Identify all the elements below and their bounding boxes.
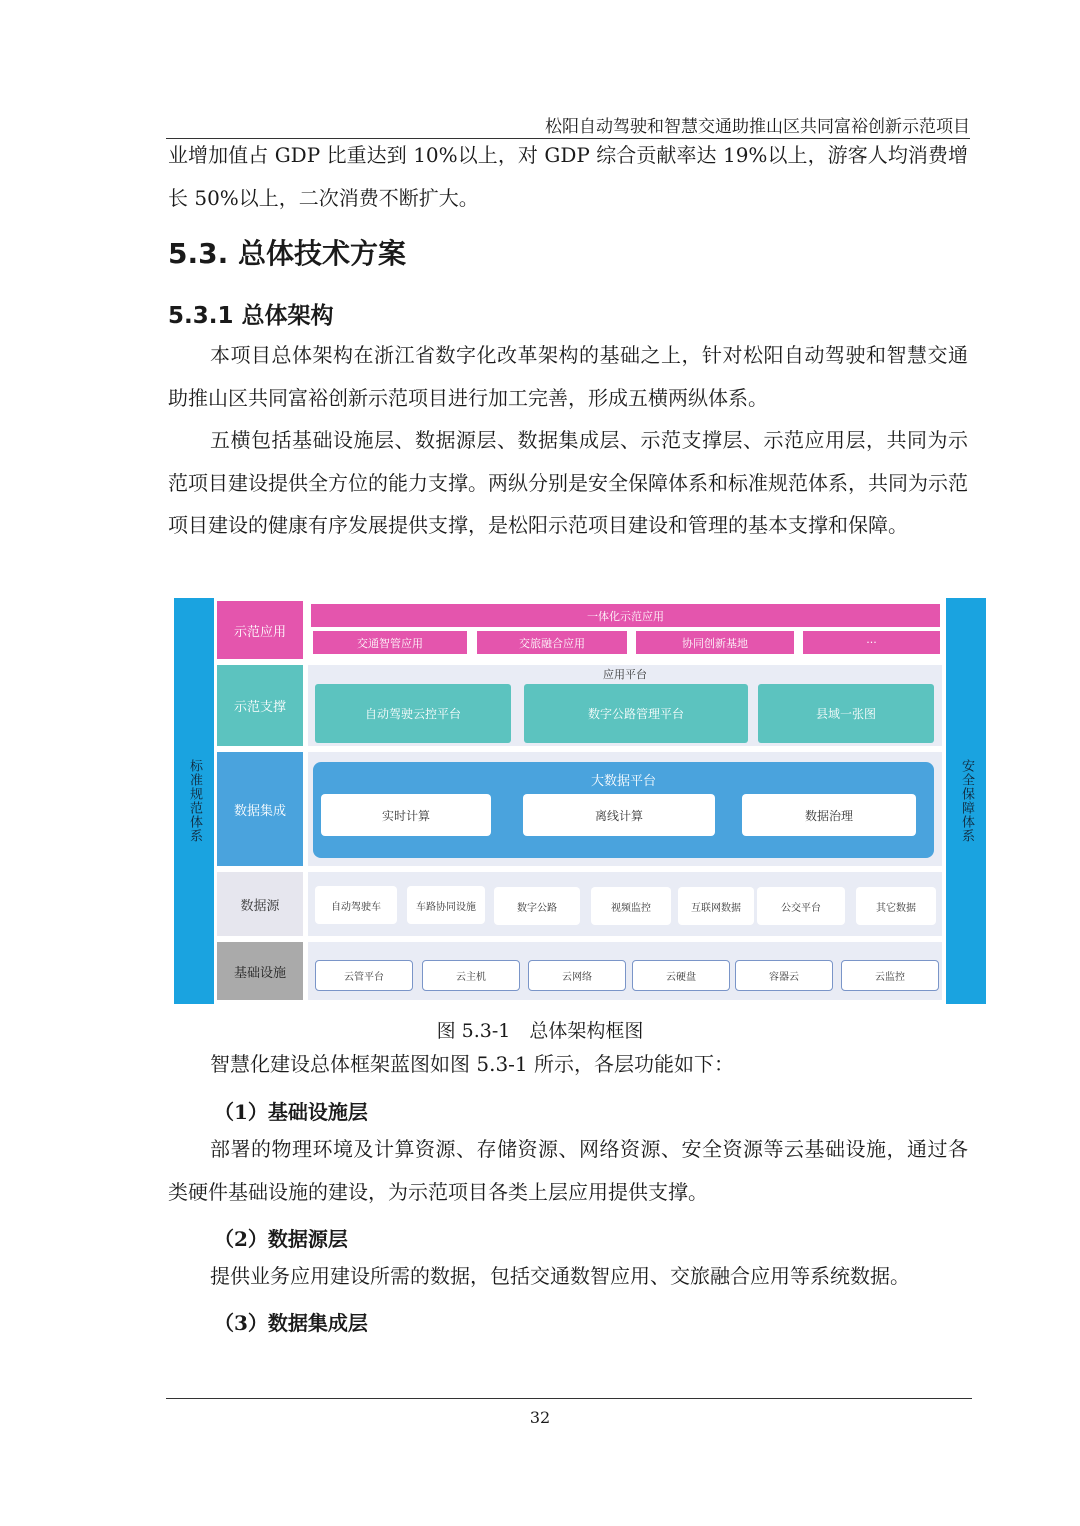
page-number: 32 — [529, 1408, 551, 1427]
support-item: 数字公路管理平台 — [524, 684, 748, 743]
support-item: 县域一张图 — [758, 684, 934, 743]
security-pillar: 安全保障体系 — [946, 598, 986, 1004]
layer-label-source: 数据源 — [217, 872, 303, 936]
paragraph-3: 智慧化建设总体框架蓝图如图 5.3-1 所示，各层功能如下： — [210, 1052, 735, 1076]
subheading-infrastructure: （1）基础设施层 — [214, 1100, 368, 1124]
source-item: 视频监控 — [591, 887, 671, 925]
intro-paragraph: 业增加值占 GDP 比重达到 10%以上，对 GDP 综合贡献率达 19%以上，游客人均消费增长 50%以上，二次消费不断扩大。 — [168, 143, 968, 210]
architecture-diagram — [174, 598, 986, 1004]
app-item: ··· — [803, 631, 940, 654]
infra-item: 云主机 — [422, 960, 520, 991]
standards-pillar: 标准规范体系 — [174, 598, 214, 1004]
footer-rule — [166, 1398, 972, 1399]
source-item: 数字公路 — [494, 887, 580, 925]
app-item: 交旅融合应用 — [477, 631, 627, 654]
bigdata-title: 大数据平台 — [590, 773, 656, 789]
paragraph-2: 五横包括基础设施层、数据源层、数据集成层、示范支撑层、示范应用层，共同为示范项目建设提供全方位的能力支撑。两纵分别是安全保障体系和标准规范体系，共同为示范项目建设的健康有序发展提供支撑，是松阳示范项目建设和管理的基本支撑和保障。 — [168, 428, 968, 537]
integration-item: 数据治理 — [742, 794, 916, 836]
layer-label-infra: 基础设施 — [217, 942, 303, 1000]
infra-item: 云监控 — [841, 960, 939, 991]
paragraph-5: 提供业务应用建设所需的数据，包括交通数智应用、交旅融合应用等系统数据。 — [210, 1264, 910, 1288]
infra-item: 云硬盘 — [632, 960, 730, 991]
layer-label-support: 示范支撑 — [217, 665, 303, 746]
support-title: 应用平台 — [603, 668, 647, 681]
layer-label-integration: 数据集成 — [217, 752, 303, 866]
source-item: 其它数据 — [856, 887, 936, 925]
paragraph-4: 部署的物理环境及计算资源、存储资源、网络资源、安全资源等云基础设施，通过各类硬件基础设施的建设，为示范项目各类上层应用提供支撑。 — [168, 1137, 968, 1204]
integration-item: 离线计算 — [523, 794, 715, 836]
subheading-data-source: （2）数据源层 — [214, 1227, 348, 1251]
infra-item: 云网络 — [528, 960, 626, 991]
subheading-data-integration: （3）数据集成层 — [214, 1311, 368, 1335]
integration-item: 实时计算 — [321, 794, 491, 836]
subsection-title: 5.3.1 总体架构 — [168, 303, 334, 329]
figure-caption: 图 5.3-1 总体架构框图 — [436, 1020, 644, 1042]
source-item: 公交平台 — [757, 887, 845, 925]
app-item: 交通智管应用 — [313, 631, 467, 654]
infra-item: 云管平台 — [315, 960, 413, 991]
app-title-bar: 一体化示范应用 — [311, 604, 940, 627]
paragraph-1: 本项目总体架构在浙江省数字化改革架构的基础之上，针对松阳自动驾驶和智慧交通助推山区共同富裕创新示范项目进行加工完善，形成五横两纵体系。 — [168, 343, 968, 410]
infra-item: 容器云 — [735, 960, 833, 991]
app-item: 协同创新基地 — [636, 631, 794, 654]
layer-label-app: 示范应用 — [217, 601, 303, 659]
source-item: 车路协同设施 — [407, 886, 485, 924]
support-item: 自动驾驶云控平台 — [315, 684, 511, 743]
source-item: 互联网数据 — [678, 887, 754, 925]
section-title: 5.3. 总体技术方案 — [168, 237, 406, 270]
source-item: 自动驾驶车 — [315, 886, 397, 924]
page-header: 松阳自动驾驶和智慧交通助推山区共同富裕创新示范项目 — [545, 117, 970, 137]
